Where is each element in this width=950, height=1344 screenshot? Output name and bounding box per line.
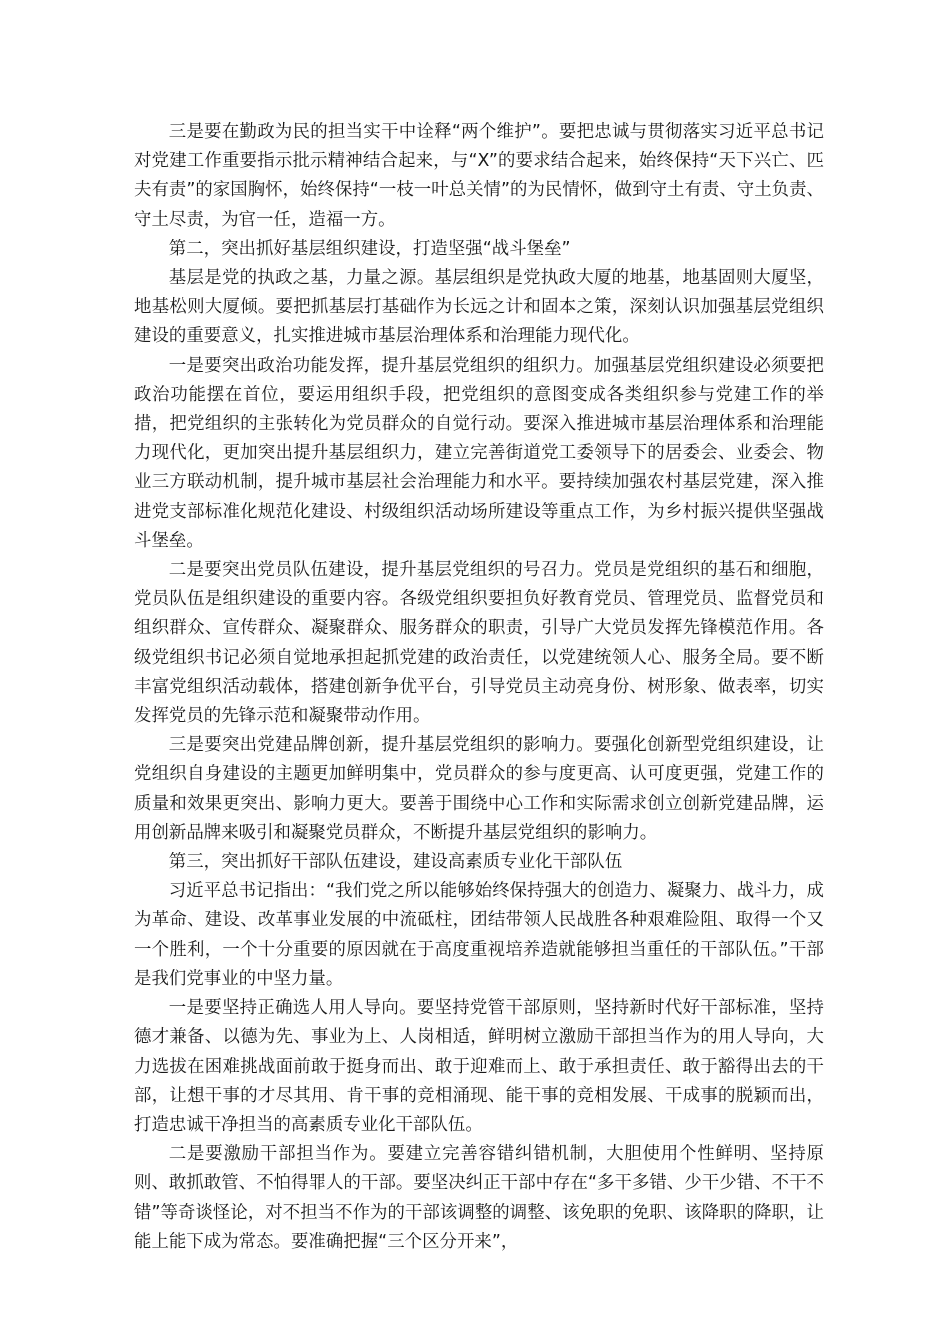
paragraph-duty-two-safeguards: 三是要在勤政为民的担当实干中诠释“两个维护”。要把忠诚与贯彻落实习近平总书记对党建工作重要指示批示精神结合起来，与“X”的要求结合起来，始终保持“天下兴亡、匹夫有责”的家国胸怀，始终保持“一枝一叶总关情”的为民情怀，做到守土有责、守土负责、守土尽责，为官一任，造福一方。 [134, 122, 824, 230]
paragraph-party-member-team: 二是要突出党员队伍建设，提升基层党组织的号召力。党员是党组织的基石和细胞，党员队伍是组织建设的重要内容。各级党组织要担负好教育党员、管理党员、监督党员和组织群众、宣传群众、凝聚群众、服务群众的职责，引导广大党员发挥先锋模范作用。各级党组织书记必须自觉地承担起抓党建的政治责任，以党建统领人心、服务全局。要不断丰富党组织活动载体，搭建创新争优平台，引导党员主动亮身份、树形象、做表率，切实发挥党员的先锋示范和凝聚带动作用。 [134, 560, 824, 727]
paragraph-cadre-incentive: 二是要激励干部担当作为。要建立完善容错纠错机制，大胆使用个性鲜明、坚持原则、敢抓敢管、不怕得罪人的干部。要坚决纠正干部中存在“多干多错、少干少错、不干不错”等奇谈怪论，对不担当不作为的干部该调整的调整、该免职的免职、该降职的降职，让能上能下成为常态。要准确把握“三个区分开来”， [134, 1144, 824, 1252]
paragraph-political-function: 一是要突出政治功能发挥，提升基层党组织的组织力。加强基层党组织建设必须要把政治功能摆在首位，要运用组织手段，把党组织的意图变成各类组织参与党建工作的举措，把党组织的主张转化为党员群众的自觉行动。要深入推进城市基层治理体系和治理能力现代化，更加突出提升基层组织力，建立完善街道党工委领导下的居委会、业委会、物业三方联动机制，提升城市基层社会治理能力和水平。要持续加强农村基层党建，深入推进党支部标准化规范化建设、村级组织活动场所建设等重点工作，为乡村振兴提供坚强战斗堡垒。 [134, 355, 824, 551]
section-heading-grassroots-organization: 第二，突出抓好基层组织建设，打造坚强“战斗堡垒” [168, 238, 571, 259]
paragraph-selection-orientation: 一是要坚持正确选人用人导向。要坚持党管干部原则，坚持新时代好干部标准，坚持德才兼备、以德为先、事业为上、人岗相适，鲜明树立激励干部担当作为的用人导向，大力选拔在困难挑战面前敢于挺身而出、敢于迎难而上、敢于承担责任、敢于豁得出去的干部，让想干事的才尽其用、肯干事的竞相涌现、能干事的竞相发展、干成事的脱颖而出，打造忠诚干净担当的高素质专业化干部队伍。 [134, 998, 824, 1135]
document-page [134, 118, 824, 1257]
paragraph-general-secretary-quote: 习近平总书记指出：“我们党之所以能够始终保持强大的创造力、凝聚力、战斗力，成为革命、建设、改革事业发展的中流砥柱，团结带领人民战胜各种艰难险阻、取得一个又一个胜利，一个十分重要的原因就在于高度重视培养造就能够担当重任的干部队伍。”干部是我们党事业的中坚力量。 [134, 881, 824, 989]
paragraph-grassroots-foundation: 基层是党的执政之基，力量之源。基层组织是党执政大厦的地基，地基固则大厦坚，地基松则大厦倾。要把抓基层打基础作为长远之计和固本之策，深刻认识加强基层党组织建设的重要意义，扎实推进城市基层治理体系和治理能力现代化。 [134, 268, 824, 347]
section-heading-cadre-team: 第三，突出抓好干部队伍建设，建设高素质专业化干部队伍 [168, 852, 623, 873]
paragraph-party-brand-innovation: 三是要突出党建品牌创新，提升基层党组织的影响力。要强化创新型党组织建设，让党组织自身建设的主题更加鲜明集中，党员群众的参与度更高、认可度更强，党建工作的质量和效果更突出、影响力更大。要善于围绕中心工作和实际需求创立创新党建品牌，运用创新品牌来吸引和凝聚党员群众，不断提升基层党组织的影响力。 [134, 735, 824, 843]
